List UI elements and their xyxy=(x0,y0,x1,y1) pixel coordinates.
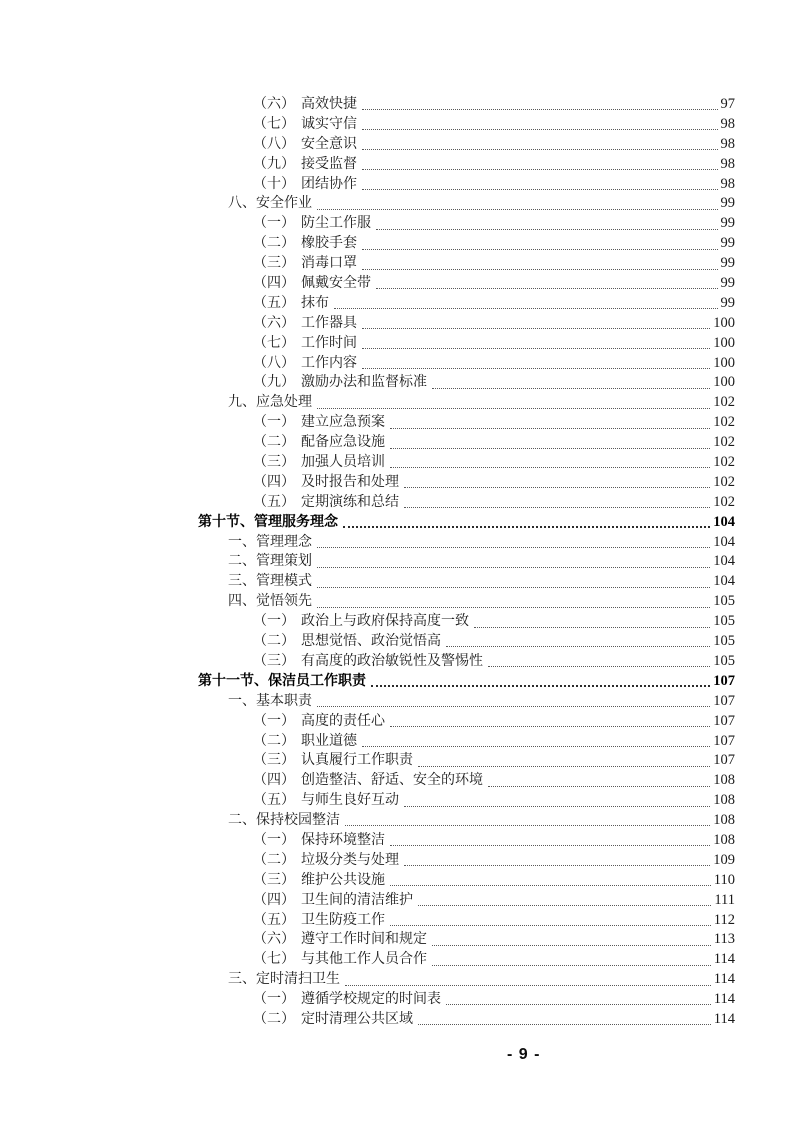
toc-entry-number: （三） xyxy=(253,872,295,888)
toc-entry[interactable] xyxy=(198,214,735,234)
toc-entry-number: （二） xyxy=(253,634,295,650)
toc-entry-text: 遵守工作时间和规定 xyxy=(301,932,427,948)
toc-entry-page-number: 102 xyxy=(713,473,735,490)
dot-leader xyxy=(488,771,710,786)
toc-entry-label xyxy=(228,592,312,612)
toc-entry[interactable] xyxy=(198,811,735,831)
toc-entry-text: 管理服务理念 xyxy=(254,514,338,530)
toc-entry-page-number: 108 xyxy=(713,812,735,829)
toc-entry[interactable] xyxy=(198,533,735,553)
dot-leader xyxy=(390,911,711,926)
toc-entry-page-number: 107 xyxy=(713,672,735,689)
toc-entry-label xyxy=(253,871,385,891)
toc-entry-text: 政治上与政府保持高度一致 xyxy=(301,614,469,630)
toc-entry[interactable] xyxy=(198,354,735,374)
toc-entry[interactable] xyxy=(198,175,735,195)
toc-entry-text: 管理理念 xyxy=(256,534,312,550)
toc-entry-text: 与其他工作人员合作 xyxy=(301,952,427,968)
toc-entry-page-number: 105 xyxy=(713,633,735,650)
toc-entry[interactable] xyxy=(198,612,735,632)
toc-entry-page-number: 99 xyxy=(720,195,735,212)
toc-entry-page-number: 111 xyxy=(714,891,735,908)
toc-entry-page-number: 100 xyxy=(713,314,735,331)
toc-entry-number: （一） xyxy=(253,415,295,431)
toc-entry-number: （二） xyxy=(253,1011,295,1027)
toc-entry-text: 安全作业 xyxy=(256,196,312,212)
dot-leader xyxy=(362,95,718,110)
toc-entry-label xyxy=(253,413,385,433)
dot-leader xyxy=(376,214,718,229)
toc-entry-page-number: 102 xyxy=(713,454,735,471)
toc-entry-label xyxy=(253,115,357,135)
toc-entry-number: （三） xyxy=(253,455,295,471)
toc-entry-number: （五） xyxy=(253,494,295,510)
toc-entry-number: （九） xyxy=(253,156,295,172)
toc-entry[interactable] xyxy=(198,294,735,314)
toc-entry-text: 卫生间的清洁维护 xyxy=(301,892,413,908)
toc-entry-number: 二、 xyxy=(228,554,256,570)
toc-entry-number: （四） xyxy=(253,474,295,490)
toc-entry-text: 保洁员工作职责 xyxy=(268,673,366,689)
toc-entry-text: 认真履行工作职责 xyxy=(301,753,413,769)
toc-entry-text: 觉悟领先 xyxy=(256,594,312,610)
toc-entry-number: （九） xyxy=(253,375,295,391)
table-of-contents xyxy=(198,95,735,1030)
toc-entry-page-number: 105 xyxy=(713,593,735,610)
toc-entry-number: （二） xyxy=(253,733,295,749)
toc-entry-text: 建立应急预案 xyxy=(301,415,385,431)
toc-entry[interactable] xyxy=(198,732,735,752)
toc-entry-label xyxy=(253,911,385,931)
dot-leader xyxy=(334,294,718,309)
toc-entry[interactable] xyxy=(198,891,735,911)
toc-entry-page-number: 104 xyxy=(713,533,735,550)
toc-entry-page-number: 113 xyxy=(713,931,735,948)
toc-entry-page-number: 100 xyxy=(713,374,735,391)
toc-entry-label xyxy=(253,234,357,254)
toc-entry-label xyxy=(228,970,340,990)
toc-entry-page-number: 105 xyxy=(713,613,735,630)
toc-entry-label xyxy=(253,652,483,672)
toc-entry-label xyxy=(253,851,399,871)
dot-leader xyxy=(317,393,710,408)
toc-entry-text: 定期演练和总结 xyxy=(301,494,399,510)
toc-entry-text: 安全意识 xyxy=(301,136,357,152)
toc-entry-page-number: 112 xyxy=(713,911,735,928)
toc-entry-text: 管理模式 xyxy=(256,574,312,590)
dot-leader xyxy=(432,373,710,388)
toc-entry-page-number: 98 xyxy=(720,175,735,192)
toc-entry[interactable] xyxy=(198,473,735,493)
toc-entry[interactable] xyxy=(198,194,735,214)
toc-entry-number: （十） xyxy=(253,176,295,192)
toc-entry-number: 三、 xyxy=(228,972,256,988)
toc-entry-label xyxy=(253,314,357,334)
toc-entry-number: （一） xyxy=(253,614,295,630)
dot-leader xyxy=(362,254,718,269)
toc-entry-text: 管理策划 xyxy=(256,554,312,570)
dot-leader xyxy=(390,831,710,846)
toc-entry-text: 诚实守信 xyxy=(301,116,357,132)
toc-entry-label xyxy=(253,175,357,195)
dot-leader xyxy=(362,334,710,349)
dot-leader xyxy=(390,453,710,468)
toc-entry-text: 与师生良好互动 xyxy=(301,793,399,809)
dot-leader xyxy=(404,473,710,488)
toc-entry[interactable] xyxy=(198,930,735,950)
toc-entry-page-number: 108 xyxy=(713,831,735,848)
toc-entry[interactable] xyxy=(198,254,735,274)
toc-entry-label xyxy=(253,1010,413,1030)
toc-entry-text: 工作时间 xyxy=(301,335,357,351)
dot-leader xyxy=(362,115,718,130)
toc-entry[interactable] xyxy=(198,672,735,692)
toc-entry-label xyxy=(253,831,385,851)
toc-entry-text: 工作器具 xyxy=(301,315,357,331)
toc-entry-label xyxy=(228,692,312,712)
toc-entry-number: 二、 xyxy=(228,813,256,829)
toc-entry-page-number: 100 xyxy=(713,354,735,371)
toc-entry-label xyxy=(253,453,385,473)
dot-leader xyxy=(362,234,718,249)
toc-entry-page-number: 107 xyxy=(713,712,735,729)
toc-entry[interactable] xyxy=(198,115,735,135)
toc-entry-text: 定时清理公共区域 xyxy=(301,1011,413,1027)
toc-entry-label xyxy=(253,612,469,632)
toc-entry[interactable] xyxy=(198,453,735,473)
toc-entry-number: （二） xyxy=(253,435,295,451)
toc-entry-label xyxy=(253,891,413,911)
toc-entry-text: 应急处理 xyxy=(256,395,312,411)
dot-leader xyxy=(390,413,710,428)
toc-entry[interactable] xyxy=(198,95,735,115)
toc-entry-text: 卫生防疫工作 xyxy=(301,912,385,928)
toc-entry-page-number: 114 xyxy=(713,1010,735,1027)
toc-entry-page-number: 114 xyxy=(713,991,735,1008)
toc-entry-text: 基本职责 xyxy=(256,693,312,709)
toc-entry-text: 职业道德 xyxy=(301,733,357,749)
toc-entry[interactable] xyxy=(198,513,735,533)
toc-entry[interactable] xyxy=(198,751,735,771)
toc-entry[interactable] xyxy=(198,552,735,572)
toc-entry-text: 消毒口罩 xyxy=(301,256,357,272)
toc-entry-label xyxy=(253,95,357,115)
toc-entry-label xyxy=(228,533,312,553)
toc-entry-text: 激励办法和监督标准 xyxy=(301,375,427,391)
toc-entry-number: （五） xyxy=(253,295,295,311)
toc-entry-text: 思想觉悟、政治觉悟高 xyxy=(301,634,441,650)
toc-entry-number: 第十一节、 xyxy=(198,673,268,689)
toc-entry-page-number: 102 xyxy=(713,394,735,411)
toc-entry-number: （四） xyxy=(253,892,295,908)
toc-entry-page-number: 107 xyxy=(713,752,735,769)
toc-entry-number: （八） xyxy=(253,136,295,152)
toc-entry-page-number: 104 xyxy=(713,513,735,530)
toc-entry-label xyxy=(198,513,338,533)
toc-entry-number: （一） xyxy=(253,713,295,729)
toc-entry-text: 保持环境整洁 xyxy=(301,832,385,848)
toc-entry-page-number: 98 xyxy=(720,115,735,132)
dot-leader xyxy=(404,791,710,806)
toc-entry-label xyxy=(253,433,385,453)
dot-leader xyxy=(390,871,711,886)
toc-entry-text: 维护公共设施 xyxy=(301,872,385,888)
dot-leader xyxy=(317,572,710,587)
dot-leader xyxy=(432,930,711,945)
dot-leader xyxy=(317,552,710,567)
toc-entry-page-number: 99 xyxy=(720,255,735,272)
toc-entry-label xyxy=(228,552,312,572)
dot-leader xyxy=(390,712,710,727)
toc-entry[interactable] xyxy=(198,135,735,155)
toc-entry[interactable] xyxy=(198,592,735,612)
toc-entry-page-number: 108 xyxy=(713,772,735,789)
toc-entry-text: 接受监督 xyxy=(301,156,357,172)
toc-entry-text: 抹布 xyxy=(301,295,329,311)
dot-leader xyxy=(362,155,718,170)
dot-leader xyxy=(390,433,710,448)
toc-entry-label xyxy=(253,632,441,652)
toc-entry-label xyxy=(253,751,413,771)
toc-entry-text: 高度的责任心 xyxy=(301,713,385,729)
toc-entry[interactable] xyxy=(198,493,735,513)
toc-entry[interactable] xyxy=(198,692,735,712)
toc-entry-text: 加强人员培训 xyxy=(301,455,385,471)
toc-entry-label xyxy=(253,373,427,393)
toc-entry[interactable] xyxy=(198,970,735,990)
toc-entry-text: 工作内容 xyxy=(301,355,357,371)
dot-leader xyxy=(362,175,718,190)
toc-entry-page-number: 99 xyxy=(720,215,735,232)
toc-entry-number: 三、 xyxy=(228,574,256,590)
toc-entry-number: （二） xyxy=(253,852,295,868)
toc-entry-page-number: 99 xyxy=(720,275,735,292)
dot-leader xyxy=(343,513,710,528)
dot-leader xyxy=(446,632,710,647)
toc-entry-page-number: 99 xyxy=(720,235,735,252)
toc-entry-label xyxy=(253,712,385,732)
toc-entry-label xyxy=(253,135,357,155)
toc-entry-page-number: 109 xyxy=(713,851,735,868)
toc-entry-page-number: 102 xyxy=(713,434,735,451)
toc-entry-number: 第十节、 xyxy=(198,514,254,530)
dot-leader xyxy=(362,732,710,747)
toc-entry-number: （一） xyxy=(253,216,295,232)
dot-leader xyxy=(474,612,710,627)
toc-entry-number: 九、 xyxy=(228,395,256,411)
toc-entry-number: （一） xyxy=(253,832,295,848)
toc-entry-label xyxy=(253,274,371,294)
toc-entry-number: （四） xyxy=(253,773,295,789)
dot-leader xyxy=(371,672,710,687)
toc-entry[interactable] xyxy=(198,712,735,732)
toc-entry-number: （五） xyxy=(253,912,295,928)
toc-entry[interactable] xyxy=(198,1010,735,1030)
toc-entry-number: （一） xyxy=(253,992,295,1008)
dot-leader xyxy=(488,652,710,667)
dot-leader xyxy=(404,851,710,866)
toc-entry[interactable] xyxy=(198,413,735,433)
toc-entry-text: 垃圾分类与处理 xyxy=(301,852,399,868)
toc-entry-number: （二） xyxy=(253,236,295,252)
toc-entry-number: 八、 xyxy=(228,196,256,212)
dot-leader xyxy=(345,970,711,985)
toc-entry-page-number: 107 xyxy=(713,692,735,709)
dot-leader xyxy=(418,891,711,906)
toc-entry-page-number: 105 xyxy=(713,652,735,669)
toc-entry-text: 有高度的政治敏锐性及警惕性 xyxy=(301,653,483,669)
toc-entry[interactable] xyxy=(198,334,735,354)
dot-leader xyxy=(317,692,710,707)
toc-entry-text: 创造整洁、舒适、安全的环境 xyxy=(301,773,483,789)
dot-leader xyxy=(362,135,718,150)
toc-entry[interactable] xyxy=(198,771,735,791)
toc-entry-text: 高效快捷 xyxy=(301,97,357,112)
toc-entry[interactable] xyxy=(198,990,735,1010)
toc-entry-number: 一、 xyxy=(228,534,256,550)
toc-entry-text: 定时清扫卫生 xyxy=(256,972,340,988)
toc-entry-page-number: 104 xyxy=(713,553,735,570)
dot-leader xyxy=(317,592,710,607)
toc-entry-text: 配备应急设施 xyxy=(301,435,385,451)
toc-entry-text: 保持校园整洁 xyxy=(256,813,340,829)
dot-leader xyxy=(418,751,710,766)
toc-entry-page-number: 98 xyxy=(720,135,735,152)
toc-entry-label xyxy=(228,572,312,592)
toc-entry[interactable] xyxy=(198,572,735,592)
toc-entry-number: （六） xyxy=(253,315,295,331)
toc-entry-page-number: 114 xyxy=(713,951,735,968)
toc-entry-label xyxy=(253,493,399,513)
toc-entry-text: 橡胶手套 xyxy=(301,236,357,252)
toc-entry-label xyxy=(253,334,357,354)
toc-entry[interactable] xyxy=(198,831,735,851)
footer-page-number: - 9 - xyxy=(507,1046,541,1063)
toc-entry-number: 四、 xyxy=(228,594,256,610)
toc-entry-page-number: 97 xyxy=(720,96,735,112)
toc-entry-text: 遵循学校规定的时间表 xyxy=(301,992,441,1008)
dot-leader xyxy=(446,990,711,1005)
toc-entry-label xyxy=(253,950,427,970)
toc-entry[interactable] xyxy=(198,911,735,931)
toc-entry-number: （三） xyxy=(253,256,295,272)
toc-entry-label xyxy=(228,194,312,214)
toc-entry[interactable] xyxy=(198,791,735,811)
toc-entry-page-number: 100 xyxy=(713,334,735,351)
toc-entry-label xyxy=(253,791,399,811)
toc-entry-page-number: 104 xyxy=(713,573,735,590)
dot-leader xyxy=(362,314,710,329)
toc-entry[interactable] xyxy=(198,851,735,871)
toc-entry-label xyxy=(253,990,441,1010)
toc-entry[interactable] xyxy=(198,433,735,453)
dot-leader xyxy=(418,1010,711,1025)
toc-entry-text: 及时报告和处理 xyxy=(301,474,399,490)
toc-entry-label xyxy=(253,214,371,234)
toc-entry-label xyxy=(253,294,329,314)
dot-leader xyxy=(362,354,710,369)
toc-entry[interactable] xyxy=(198,652,735,672)
toc-entry-label xyxy=(228,811,340,831)
toc-entry-number: （七） xyxy=(253,335,295,351)
toc-entry-label xyxy=(253,473,399,493)
toc-entry-page-number: 114 xyxy=(713,971,735,988)
dot-leader xyxy=(404,493,710,508)
toc-entry[interactable] xyxy=(198,155,735,175)
dot-leader xyxy=(317,194,718,209)
toc-entry-label xyxy=(253,732,357,752)
toc-entry-number: （七） xyxy=(253,952,295,968)
toc-entry-label xyxy=(198,672,366,692)
toc-entry-number: （三） xyxy=(253,753,295,769)
toc-entry-number: （四） xyxy=(253,276,295,292)
toc-entry-label xyxy=(253,155,357,175)
toc-entry-number: （五） xyxy=(253,793,295,809)
toc-entry-number: 一、 xyxy=(228,693,256,709)
toc-entry-label xyxy=(253,771,483,791)
toc-entry[interactable] xyxy=(198,314,735,334)
toc-entry-label xyxy=(253,930,427,950)
toc-entry[interactable] xyxy=(198,373,735,393)
toc-entry-page-number: 108 xyxy=(713,792,735,809)
dot-leader xyxy=(432,950,711,965)
toc-entry-number: （三） xyxy=(253,653,295,669)
toc-entry-number: （六） xyxy=(253,97,295,112)
toc-entry-number: （八） xyxy=(253,355,295,371)
toc-entry[interactable] xyxy=(198,274,735,294)
toc-entry[interactable] xyxy=(198,950,735,970)
toc-entry-page-number: 107 xyxy=(713,732,735,749)
toc-entry-text: 佩戴安全带 xyxy=(301,276,371,292)
dot-leader xyxy=(345,811,710,826)
toc-entry-label xyxy=(228,393,312,413)
toc-entry[interactable] xyxy=(198,871,735,891)
toc-entry-page-number: 99 xyxy=(720,294,735,311)
toc-entry-page-number: 102 xyxy=(713,493,735,510)
dot-leader xyxy=(376,274,718,289)
toc-entry-page-number: 102 xyxy=(713,414,735,431)
toc-entry-number: （六） xyxy=(253,932,295,948)
toc-entry-text: 团结协作 xyxy=(301,176,357,192)
toc-entry-label xyxy=(253,254,357,274)
toc-entry-page-number: 110 xyxy=(713,871,735,888)
toc-entry[interactable] xyxy=(198,393,735,413)
dot-leader xyxy=(317,533,710,548)
toc-entry-label xyxy=(253,354,357,374)
toc-entry[interactable] xyxy=(198,234,735,254)
toc-entry-number: （七） xyxy=(253,116,295,132)
toc-entry-text: 防尘工作服 xyxy=(301,216,371,232)
toc-entry[interactable] xyxy=(198,632,735,652)
toc-entry-page-number: 98 xyxy=(720,155,735,172)
